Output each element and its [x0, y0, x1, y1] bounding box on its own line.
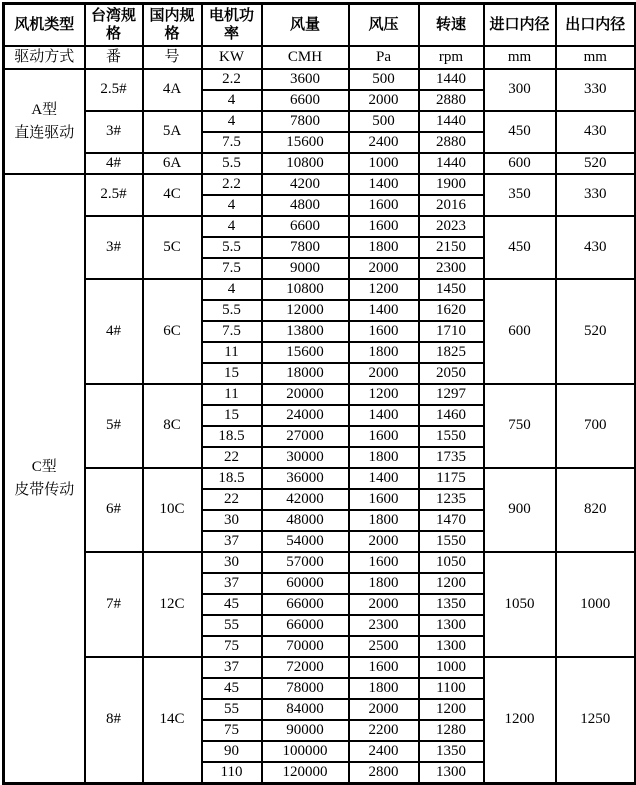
pa-cell: 1600: [349, 657, 419, 678]
header-speed: 转速: [419, 4, 484, 47]
inlet-diameter-cell: 750: [484, 384, 556, 468]
kw-cell: 15: [202, 363, 262, 384]
pa-cell: 1400: [349, 405, 419, 426]
pa-cell: 2300: [349, 615, 419, 636]
taiwan-spec-cell: 3#: [85, 111, 143, 153]
spec-row: [4, 174, 636, 195]
kw-cell: 18.5: [202, 468, 262, 489]
rpm-cell: 1050: [419, 552, 484, 573]
pa-cell: 1400: [349, 174, 419, 195]
kw-cell: 4: [202, 195, 262, 216]
header-row-units: [4, 46, 636, 69]
taiwan-spec-cell: 3#: [85, 216, 143, 279]
cmh-cell: 3600: [262, 69, 349, 90]
pa-cell: 1600: [349, 216, 419, 237]
kw-cell: 18.5: [202, 426, 262, 447]
pa-cell: 1800: [349, 447, 419, 468]
domestic-spec-cell: 6C: [143, 279, 202, 384]
taiwan-spec-cell: 4#: [85, 279, 143, 384]
kw-cell: 5.5: [202, 237, 262, 258]
kw-cell: 110: [202, 762, 262, 784]
table-header: [4, 4, 636, 70]
inlet-diameter-cell: 1200: [484, 657, 556, 784]
spec-row: [4, 216, 636, 237]
rpm-cell: 1710: [419, 321, 484, 342]
unit-kw: KW: [202, 46, 262, 69]
cmh-cell: 4200: [262, 174, 349, 195]
pa-cell: 2200: [349, 720, 419, 741]
cmh-cell: 57000: [262, 552, 349, 573]
unit-outlet-mm: mm: [556, 46, 636, 69]
rpm-cell: 1550: [419, 531, 484, 552]
spec-row: [4, 468, 636, 489]
pa-cell: 1600: [349, 426, 419, 447]
pa-cell: 2000: [349, 531, 419, 552]
rpm-cell: 2023: [419, 216, 484, 237]
unit-cmh: CMH: [262, 46, 349, 69]
kw-cell: 45: [202, 678, 262, 699]
outlet-diameter-cell: 700: [556, 384, 636, 468]
pa-cell: 500: [349, 111, 419, 132]
header-taiwan-spec: 台湾规格: [85, 4, 143, 47]
inlet-diameter-cell: 450: [484, 216, 556, 279]
fan-spec-table: [2, 2, 636, 785]
cmh-cell: 60000: [262, 573, 349, 594]
outlet-diameter-cell: 520: [556, 153, 636, 174]
cmh-cell: 24000: [262, 405, 349, 426]
header-air-pressure: 风压: [349, 4, 419, 47]
header-inlet-diameter: 进口内径: [484, 4, 556, 47]
domestic-spec-cell: 5A: [143, 111, 202, 153]
pa-cell: 2400: [349, 132, 419, 153]
cmh-cell: 66000: [262, 615, 349, 636]
cmh-cell: 18000: [262, 363, 349, 384]
rpm-cell: 1200: [419, 699, 484, 720]
rpm-cell: 1825: [419, 342, 484, 363]
cmh-cell: 30000: [262, 447, 349, 468]
fan-type-line: C型: [31, 459, 57, 475]
pa-cell: 2500: [349, 636, 419, 657]
spec-row: [4, 153, 636, 174]
outlet-diameter-cell: 430: [556, 111, 636, 153]
cmh-cell: 20000: [262, 384, 349, 405]
domestic-spec-cell: 4C: [143, 174, 202, 216]
fan-type-cell: [4, 174, 85, 784]
kw-cell: 37: [202, 657, 262, 678]
inlet-diameter-cell: 350: [484, 174, 556, 216]
rpm-cell: 1620: [419, 300, 484, 321]
rpm-cell: 1000: [419, 657, 484, 678]
outlet-diameter-cell: 1000: [556, 552, 636, 657]
rpm-cell: 2150: [419, 237, 484, 258]
rpm-cell: 2016: [419, 195, 484, 216]
kw-cell: 5.5: [202, 300, 262, 321]
domestic-spec-cell: 12C: [143, 552, 202, 657]
unit-drive-mode: 驱动方式: [4, 46, 85, 69]
kw-cell: 22: [202, 489, 262, 510]
pa-cell: 1800: [349, 342, 419, 363]
pa-cell: 1200: [349, 279, 419, 300]
rpm-cell: 1100: [419, 678, 484, 699]
inlet-diameter-cell: 1050: [484, 552, 556, 657]
spec-row: [4, 69, 636, 90]
outlet-diameter-cell: 1250: [556, 657, 636, 784]
rpm-cell: 1735: [419, 447, 484, 468]
kw-cell: 4: [202, 90, 262, 111]
pa-cell: 1600: [349, 195, 419, 216]
header-motor-power: 电机功率: [202, 4, 262, 47]
pa-cell: 1800: [349, 678, 419, 699]
rpm-cell: 1350: [419, 741, 484, 762]
kw-cell: 4: [202, 216, 262, 237]
kw-cell: 15: [202, 405, 262, 426]
fan-type-line: 皮带传动: [14, 481, 75, 498]
cmh-cell: 7800: [262, 237, 349, 258]
kw-cell: 75: [202, 720, 262, 741]
cmh-cell: 15600: [262, 132, 349, 153]
rpm-cell: 1440: [419, 153, 484, 174]
kw-cell: 45: [202, 594, 262, 615]
cmh-cell: 54000: [262, 531, 349, 552]
kw-cell: 37: [202, 531, 262, 552]
domestic-spec-cell: 6A: [143, 153, 202, 174]
fan-type-line: A型: [31, 102, 58, 118]
cmh-cell: 4800: [262, 195, 349, 216]
header-fan-type: 风机类型: [4, 4, 85, 47]
rpm-cell: 1470: [419, 510, 484, 531]
inlet-diameter-cell: 450: [484, 111, 556, 153]
fan-type-cell: [4, 69, 85, 174]
outlet-diameter-cell: 330: [556, 69, 636, 111]
unit-pa: Pa: [349, 46, 419, 69]
cmh-cell: 10800: [262, 279, 349, 300]
rpm-cell: 1280: [419, 720, 484, 741]
cmh-cell: 84000: [262, 699, 349, 720]
cmh-cell: 13800: [262, 321, 349, 342]
rpm-cell: 1300: [419, 615, 484, 636]
cmh-cell: 27000: [262, 426, 349, 447]
pa-cell: 1400: [349, 300, 419, 321]
cmh-cell: 36000: [262, 468, 349, 489]
pa-cell: 1800: [349, 510, 419, 531]
rpm-cell: 1200: [419, 573, 484, 594]
outlet-diameter-cell: 820: [556, 468, 636, 552]
kw-cell: 11: [202, 384, 262, 405]
taiwan-spec-cell: 2.5#: [85, 174, 143, 216]
pa-cell: 2000: [349, 699, 419, 720]
kw-cell: 7.5: [202, 132, 262, 153]
rpm-cell: 2050: [419, 363, 484, 384]
kw-cell: 90: [202, 741, 262, 762]
kw-cell: 30: [202, 510, 262, 531]
rpm-cell: 1175: [419, 468, 484, 489]
pa-cell: 2000: [349, 258, 419, 279]
spec-row: [4, 384, 636, 405]
cmh-cell: 15600: [262, 342, 349, 363]
taiwan-spec-cell: 2.5#: [85, 69, 143, 111]
cmh-cell: 6600: [262, 90, 349, 111]
kw-cell: 11: [202, 342, 262, 363]
pa-cell: 1400: [349, 468, 419, 489]
inlet-diameter-cell: 300: [484, 69, 556, 111]
cmh-cell: 12000: [262, 300, 349, 321]
cmh-cell: 42000: [262, 489, 349, 510]
cmh-cell: 6600: [262, 216, 349, 237]
kw-cell: 37: [202, 573, 262, 594]
kw-cell: 4: [202, 279, 262, 300]
spec-row: [4, 279, 636, 300]
inlet-diameter-cell: 600: [484, 153, 556, 174]
rpm-cell: 1550: [419, 426, 484, 447]
rpm-cell: 1350: [419, 594, 484, 615]
pa-cell: 1800: [349, 573, 419, 594]
rpm-cell: 1900: [419, 174, 484, 195]
fan-type-line: 直连驱动: [14, 124, 75, 141]
header-row-titles: [4, 4, 636, 47]
pa-cell: 2000: [349, 90, 419, 111]
spec-row: [4, 552, 636, 573]
taiwan-spec-cell: 6#: [85, 468, 143, 552]
header-air-volume: 风量: [262, 4, 349, 47]
pa-cell: 2000: [349, 363, 419, 384]
rpm-cell: 1297: [419, 384, 484, 405]
outlet-diameter-cell: 330: [556, 174, 636, 216]
unit-inlet-mm: mm: [484, 46, 556, 69]
pa-cell: 500: [349, 69, 419, 90]
unit-taiwan: 番: [85, 46, 143, 69]
domestic-spec-cell: 14C: [143, 657, 202, 784]
inlet-diameter-cell: 900: [484, 468, 556, 552]
spec-row: [4, 657, 636, 678]
taiwan-spec-cell: 4#: [85, 153, 143, 174]
spec-table-body: [4, 69, 636, 784]
cmh-cell: 72000: [262, 657, 349, 678]
rpm-cell: 1440: [419, 111, 484, 132]
kw-cell: 7.5: [202, 321, 262, 342]
kw-cell: 75: [202, 636, 262, 657]
rpm-cell: 2880: [419, 132, 484, 153]
cmh-cell: 66000: [262, 594, 349, 615]
cmh-cell: 120000: [262, 762, 349, 784]
rpm-cell: 1300: [419, 636, 484, 657]
kw-cell: 30: [202, 552, 262, 573]
pa-cell: 1000: [349, 153, 419, 174]
rpm-cell: 2300: [419, 258, 484, 279]
pa-cell: 1200: [349, 384, 419, 405]
taiwan-spec-cell: 7#: [85, 552, 143, 657]
pa-cell: 2800: [349, 762, 419, 784]
cmh-cell: 100000: [262, 741, 349, 762]
cmh-cell: 78000: [262, 678, 349, 699]
kw-cell: 4: [202, 111, 262, 132]
unit-rpm: rpm: [419, 46, 484, 69]
pa-cell: 2000: [349, 594, 419, 615]
domestic-spec-cell: 8C: [143, 384, 202, 468]
pa-cell: 1600: [349, 552, 419, 573]
kw-cell: 7.5: [202, 258, 262, 279]
rpm-cell: 1460: [419, 405, 484, 426]
taiwan-spec-cell: 8#: [85, 657, 143, 784]
outlet-diameter-cell: 430: [556, 216, 636, 279]
header-domestic-spec: 国内规格: [143, 4, 202, 47]
header-outlet-diameter: 出口内径: [556, 4, 636, 47]
kw-cell: 55: [202, 699, 262, 720]
domestic-spec-cell: 10C: [143, 468, 202, 552]
cmh-cell: 48000: [262, 510, 349, 531]
cmh-cell: 70000: [262, 636, 349, 657]
pa-cell: 1600: [349, 321, 419, 342]
kw-cell: 55: [202, 615, 262, 636]
pa-cell: 1600: [349, 489, 419, 510]
kw-cell: 5.5: [202, 153, 262, 174]
spec-row: [4, 111, 636, 132]
rpm-cell: 1450: [419, 279, 484, 300]
taiwan-spec-cell: 5#: [85, 384, 143, 468]
domestic-spec-cell: 4A: [143, 69, 202, 111]
kw-cell: 22: [202, 447, 262, 468]
cmh-cell: 90000: [262, 720, 349, 741]
cmh-cell: 10800: [262, 153, 349, 174]
rpm-cell: 1235: [419, 489, 484, 510]
kw-cell: 2.2: [202, 69, 262, 90]
kw-cell: 2.2: [202, 174, 262, 195]
rpm-cell: 1300: [419, 762, 484, 784]
outlet-diameter-cell: 520: [556, 279, 636, 384]
rpm-cell: 1440: [419, 69, 484, 90]
unit-domestic: 号: [143, 46, 202, 69]
pa-cell: 2400: [349, 741, 419, 762]
inlet-diameter-cell: 600: [484, 279, 556, 384]
rpm-cell: 2880: [419, 90, 484, 111]
domestic-spec-cell: 5C: [143, 216, 202, 279]
pa-cell: 1800: [349, 237, 419, 258]
cmh-cell: 7800: [262, 111, 349, 132]
cmh-cell: 9000: [262, 258, 349, 279]
